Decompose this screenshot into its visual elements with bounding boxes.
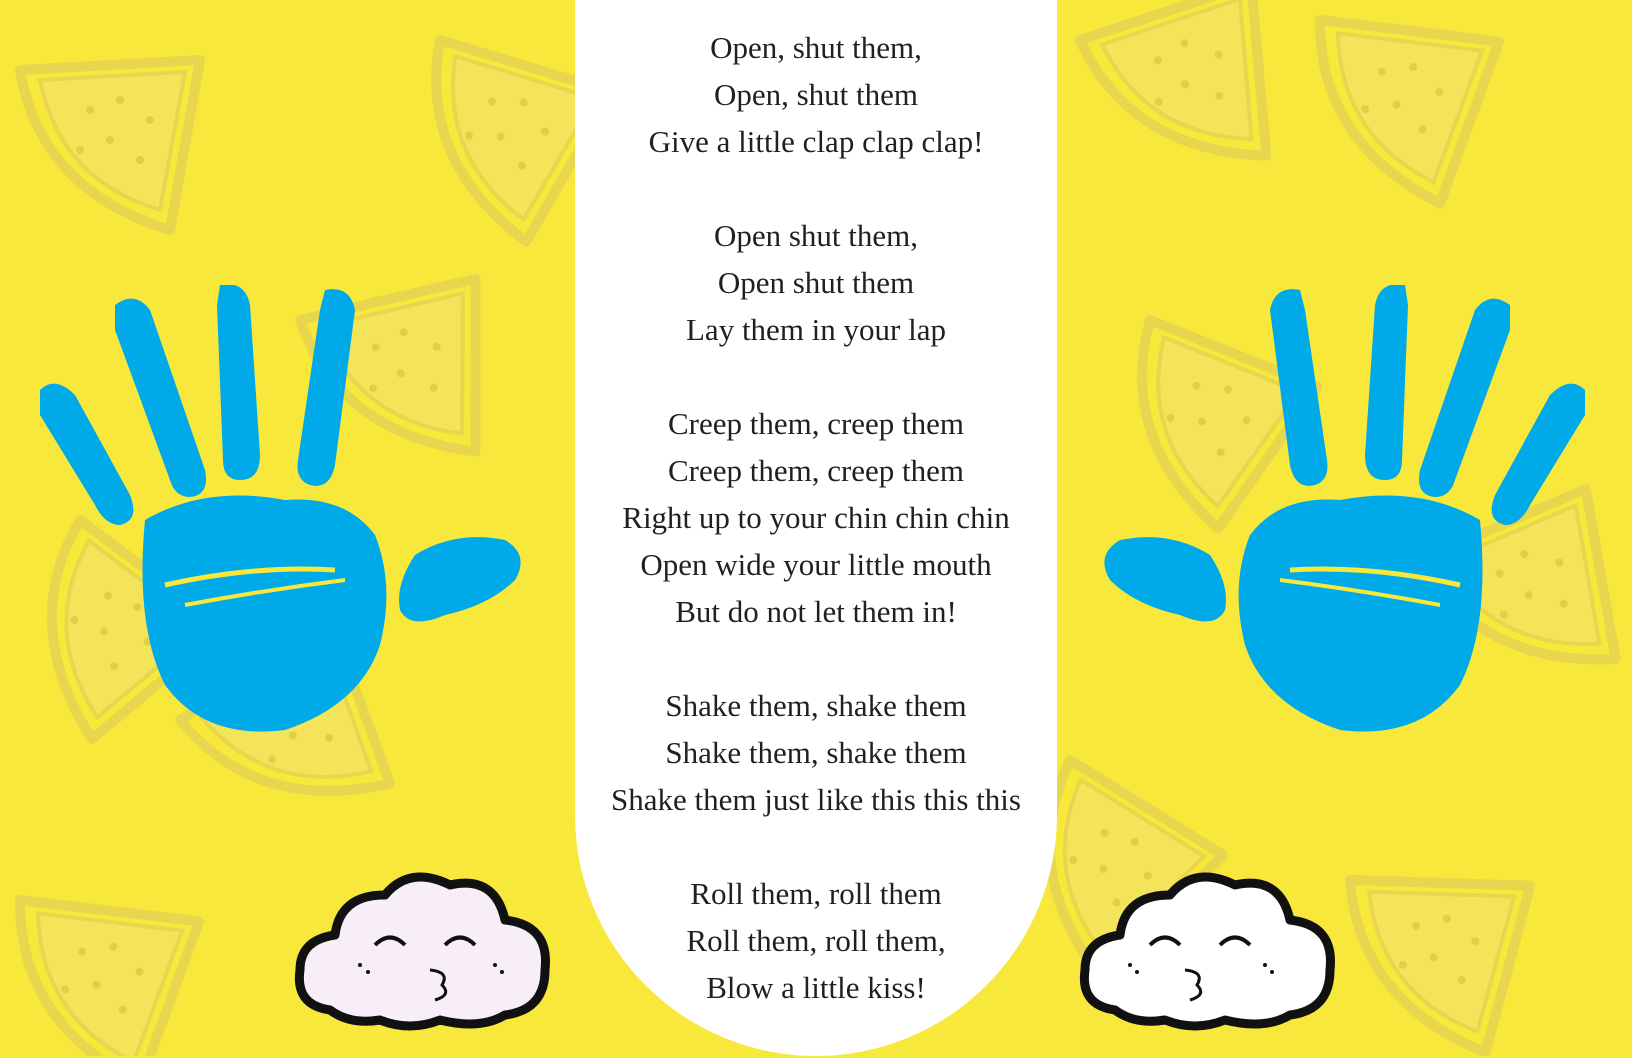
watermelon-slice-icon [1292, 10, 1499, 209]
handprint-icon [35, 285, 555, 765]
poem-line: Shake them just like this this this [611, 782, 1021, 817]
watermelon-slice-icon [1077, 0, 1295, 195]
poem-line: Open wide your little mouth [640, 547, 992, 582]
watermelon-slice-icon [0, 890, 199, 1056]
stanza-5 [575, 870, 1057, 1011]
kissing-cloud-icon [290, 860, 560, 1035]
stanza-1 [575, 24, 1057, 165]
poem-line: Lay them in your lap [686, 312, 946, 347]
stanza-3 [575, 400, 1057, 635]
poem-line: Creep them, creep them [667, 453, 965, 488]
stanza-4 [575, 682, 1057, 823]
handprint-icon [1070, 285, 1590, 765]
poem-line: Shake them, shake them [665, 688, 967, 723]
poem-line: Roll them, roll them [690, 876, 942, 911]
poem-line: Roll them, roll them, [686, 923, 946, 958]
poem [575, 24, 1057, 1058]
stanza-2 [575, 212, 1057, 353]
poem-line: Blow a little kiss! [706, 970, 926, 1005]
poem-line: Open, shut them [713, 77, 919, 112]
poem-line: But do not let them in! [675, 594, 957, 629]
poem-line: Give a little clap clap clap! [648, 124, 984, 159]
poem-line: Open, shut them, [710, 30, 922, 65]
poem-line: Creep them, creep them [667, 406, 965, 441]
watermelon-slice-icon [20, 60, 200, 230]
poem-line: Open shut them [717, 265, 915, 300]
kissing-cloud-icon [1075, 860, 1345, 1035]
poem-line: Open shut them, [713, 218, 919, 253]
poem-line: Shake them, shake them [665, 735, 967, 770]
poem-line: Right up to your chin chin chin [622, 500, 1010, 535]
watermelon-slice-icon [1336, 870, 1530, 1055]
